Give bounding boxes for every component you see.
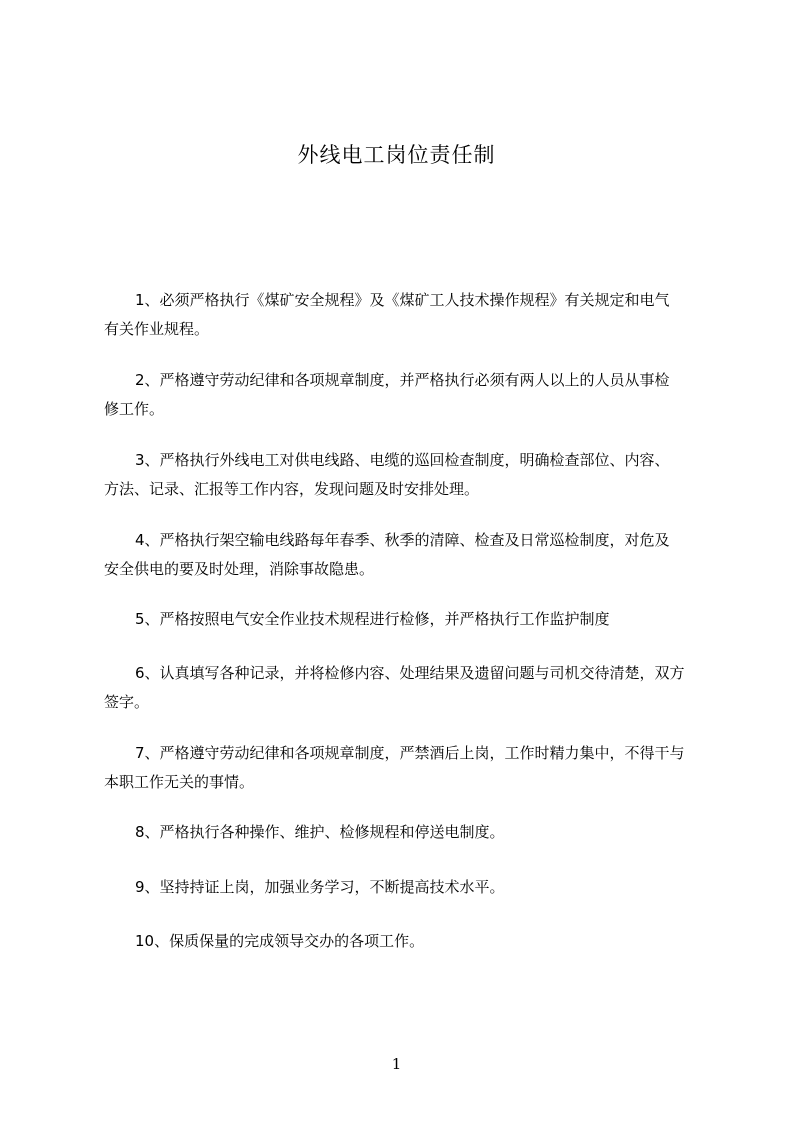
clause-line: 修工作。 <box>104 400 165 418</box>
clause-line: 4、严格执行架空输电线路每年春季、秋季的清障、检查及日常巡检制度，对危及 <box>135 531 670 549</box>
clause-item <box>104 526 712 584</box>
clause-line: 1、必须严格执行《煤矿安全规程》及《煤矿工人技术操作规程》有关规定和电气 <box>135 291 670 309</box>
clause-line: 10、保质保量的完成领导交办的各项工作。 <box>135 932 425 950</box>
clause-line: 签字。 <box>104 693 150 711</box>
clause-line: 3、严格执行外线电工对供电线路、电缆的巡回检查制度，明确检查部位、内容、 <box>135 451 670 469</box>
clause-item <box>104 446 712 504</box>
clause-item <box>104 605 712 634</box>
page-title: 外线电工岗位责任制 <box>297 143 496 167</box>
clause-item <box>104 659 712 717</box>
clause-line: 8、严格执行各种操作、维护、检修规程和停送电制度。 <box>135 823 505 841</box>
clause-line: 9、坚持持证上岗，加强业务学习，不断提高技术水平。 <box>135 878 505 896</box>
clause-line: 6、认真填写各种记录，并将检修内容、处理结果及遗留问题与司机交待清楚，双方 <box>135 664 685 682</box>
clause-item <box>104 818 712 847</box>
clause-line: 方法、记录、汇报等工作内容，发现问题及时安排处理。 <box>104 480 480 498</box>
clause-line: 安全供电的要及时处理，消除事故隐患。 <box>104 560 375 578</box>
clause-item <box>104 927 712 956</box>
page-number: 1 <box>391 1055 402 1073</box>
clause-item <box>104 366 712 424</box>
clause-item <box>104 286 712 344</box>
clause-line: 5、严格按照电气安全作业技术规程进行检修，并严格执行工作监护制度 <box>135 610 610 628</box>
clause-line: 本职工作无关的事情。 <box>104 773 255 791</box>
clause-line: 有关作业规程。 <box>104 320 210 338</box>
clause-item <box>104 873 712 902</box>
clause-line: 7、严格遵守劳动纪律和各项规章制度，严禁酒后上岗，工作时精力集中，不得干与 <box>135 744 685 762</box>
clause-line: 2、严格遵守劳动纪律和各项规章制度，并严格执行必须有两人以上的人员从事检 <box>135 371 670 389</box>
clause-item <box>104 739 712 797</box>
